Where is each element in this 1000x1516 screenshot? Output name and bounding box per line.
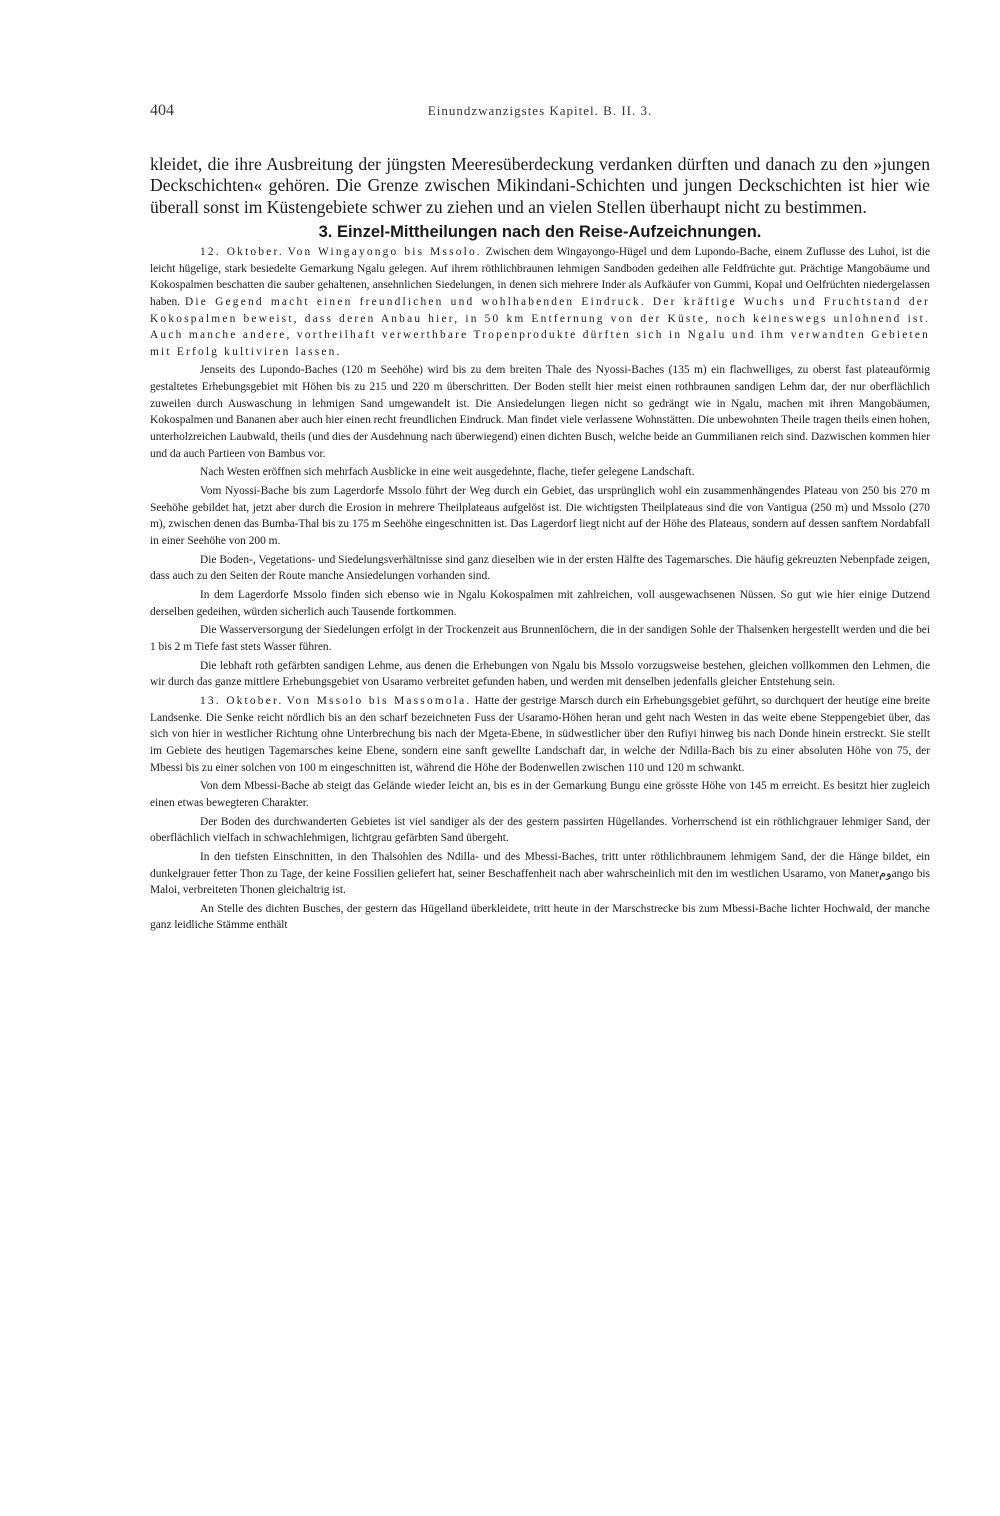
document-page [150,100,930,934]
running-header [150,100,930,124]
paragraph: An Stelle des dichten Busches, der gestern das Hügelland überkleidete, tritt heute in der Marschstrecke bis zum Mbessi-Bache lichter Hochwald, der manche ganz leidliche Stämme enthält [150,902,930,932]
lead-paragraph: kleidet, die ihre Ausbreitung der jüngsten Meeresüberdeckung verdanken dürften und danach zu den »jungen Deckschichten« gehören. Die Grenze zwischen Mikindani-Schichten und jungen Deckschichten ist hier wie überall sonst im Küstengebiete schwer zu ziehen und an vielen Stellen überhaupt nicht zu bestimmen. [150,154,930,217]
paragraph: Die Boden-, Vegetations- und Siedelungsverhältnisse sind ganz dieselben wie in der ersten Hälfte des Tagemarsches. Die häufig gekreuzten Nebenpfade zeigen, dass auch zu den Seiten der Route manche Ansiedelungen vorhanden sind. [150,553,930,583]
paragraph: In den tiefsten Einschnitten, in den Thalsohlen des Ndilla- und des Mbessi-Baches, tritt unter röthlichbraunem lehmigem Sand, der die Hänge bildet, ein dunkelgrauer fetter Thon zu Tage, der keine Fossilien geliefert hat, seiner Beschaffenheit nach aber wahrscheinlich mit den im westlichen Usaramo, von Manerومango bis Maloi, verbreiteten Thonen gleichaltrig ist. [150,850,930,897]
paragraph: Die Wasserversorgung der Siedelungen erfolgt in der Trockenzeit aus Brunnenlöchern, die in der sandigen Sohle der Thalsenken hergestellt werden und die bei 1 bis 2 m Tiefe fast stets Wasser führen. [150,624,930,653]
paragraph: Vom Nyossi-Bache bis zum Lagerdorfe Mssolo führt der Weg durch ein Gebiet, das ursprünglich wohl ein zusammenhängendes Plateau von 250 bis 270 m Seehöhe gebildet hat, jetzt aber durch die Erosion in mehrere Theilplateaus aufgelöst ist. Die wichtigsten Theilplateaus sind die von Vantigua (250 m) und Mssolo (270 m), zwischen denen das Bumba-Thal bis zu 175 m Seehöhe eingeschnitten ist. Das Lagerdorf liegt nicht auf der Höhe des Plateaus, sondern auf dessen sanftem Nordabfall in einer Seehöhe von 200 m. [150,485,930,548]
paragraph: Jenseits des Lupondo-Baches (120 m Seehöhe) wird bis zu dem breiten Thale des Nyossi-Baches (135 m) ein flachwelliges, zu oberst fast plateauförmig gestaltetes Erhebungsgebiet mit Höhen bis zu 215 und 220 m überschritten. Der Boden stellt hier meist einen rothbraunen sandigen Lehm dar, der nur oberflächlich zuweilen durch Auswaschung in lehmigen Sand umgewandelt ist. Die Ansiedelungen liegen nicht so gedrängt wie in Ngalu, machen mit ihren Mangobäumen, Kokospalmen und Bananen aber auch hier einen recht freundlichen Eindruck. Man findet viele verlassene Wohnstätten. Die unbewohnten Theile tragen theils einen hohen, unterholzreichen Laubwald, theils (und dies der Ausdehnung nach überwiegend) einen dichten Busch, welche beide an Gummilianen reich sind. Dazwischen kommen hier und da auch Partieen von Bambus vor. [150,364,930,460]
entry-route: Von Wingayongo bis Mssolo. [287,245,482,258]
paragraph: Von dem Mbessi-Bache ab steigt das Gelände wieder leicht an, bis es in der Gemarkung Bungu eine grösste Höhe von 145 m erreicht. Es besitzt hier zugleich einen etwas bewegteren Charakter. [150,780,930,809]
entry-text: Zwischen dem Wingayongo-Hügel und dem Lupondo-Bache, einem Zuflusse des Luhoi, ist die leicht hügelige, stark besiedelte Gemarkung Ngalu gelegen. Auf ihrem röthlichbraunen lehmigen Sandboden gedeihen alle Feldfrüchte gut. Prächtige Mangobäume und Kokospalmen beschatten die sauber gehaltenen, ansehnlichen Siedelungen, in denen sich mehrere Inder als Aufkäufer von Gummi, Kopal und Oelfrüchten niedergelassen haben. [150,245,930,308]
section-heading: 3. Einzel-Mittheilungen nach den Reise-Aufzeichnungen. [318,222,762,241]
entry-date: 12. Oktober. [200,245,284,258]
paragraph-oct-12 [150,244,930,361]
entry-route: Von Mssolo bis Massomola. [286,694,472,707]
entry-spaced-text: Die Gegend macht einen freundlichen und wohlhabenden Eindruck. Der kräftige Wuchs und Fruchtstand der Kokospalmen beweist, dass deren Anbau hier, in 50 km Entfernung von der Küste, noch keineswegs unlohnend ist. Auch manche andere, vortheilhaft verwerthbare Tropenprodukte dürften sich in Ngalu und ihm verwandten Gebieten mit Erfolg kultiviren lassen. [150,295,930,358]
paragraph: Der Boden des durchwanderten Gebietes ist viel sandiger als der des gestern passirten Hügellandes. Vorherrschend ist ein röthlichgrauer lehmiger Sand, der oberflächlich vielfach in schwachlehmigen, lichtgrau gefärbten Sand übergeht. [150,815,930,845]
paragraph: Nach Westen eröffnen sich mehrfach Ausblicke in eine weit ausgedehnte, flache, tiefer gelegene Landschaft. [200,466,695,479]
entry-date: 13. Oktober. [200,694,284,707]
entry-text: Hatte der gestrige Marsch durch ein Erhebungsgebiet geführt, so durchquert der heutige eine breite Landsenke. Die Senke reicht nördlich bis an den scharf bezeichneten Fuss der Usaramo-Höhen heran und geht nach Westen in das weite ebene Steppengebiet über, das sich von hier in westlicher Richtung ohne Unterbrechung bis nach der Mgeta-Ebene, in südwestlicher über den Rufiyi hinweg bis nach Donde hinein erstreckt. Sie stellt im Gebiete des heutigen Tagemarsches keine Ebene, sondern eine sanft gewellte Landschaft dar, in welche der Ndilla-Bach bis zu einer absoluten Höhe von 75, der Mbessi bis zu einer solchen von 100 m eingeschnitten ist, während die Höhe der Bodenwellen zwischen 110 und 120 m schwankt. [150,694,931,774]
running-title: Einundzwanzigstes Kapitel. B. II. 3. [427,103,653,118]
paragraph-oct-13 [150,693,930,776]
paragraph: Die lebhaft roth gefärbten sandigen Lehme, aus denen die Erhebungen von Ngalu bis Mssolo vorzugsweise bestehen, gleichen vollkommen den Lehmen, die wir durch das ganze mittlere Erhebungsgebiet von Usaramo verbreitet gefunden haben, und werden mit denselben jedenfalls gleicher Entstehung sein. [150,659,930,689]
paragraph: In dem Lagerdorfe Mssolo finden sich ebenso wie in Ngalu Kokospalmen mit zahlreichen, voll ausgewachsenen Nüssen. So gut wie hier einige Dutzend derselben gedeihen, würden sicherlich auch Tausende fortkommen. [150,589,930,618]
page-number: 404 [150,102,174,119]
